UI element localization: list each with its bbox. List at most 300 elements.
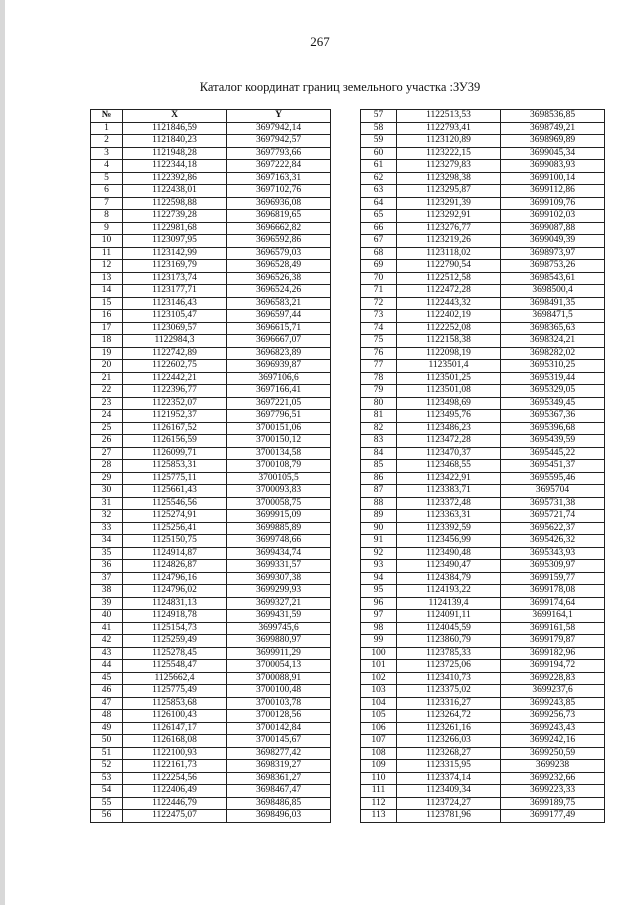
x-coordinate-cell: 1124796,02 bbox=[123, 585, 227, 598]
point-number-cell: 3 bbox=[91, 147, 123, 160]
y-coordinate-cell: 3695731,38 bbox=[501, 497, 605, 510]
point-number-cell: 52 bbox=[91, 760, 123, 773]
x-coordinate-cell: 1123146,43 bbox=[123, 297, 227, 310]
table-row bbox=[91, 485, 331, 498]
header-number: № bbox=[91, 110, 123, 123]
y-coordinate-cell: 3697102,76 bbox=[227, 185, 331, 198]
point-number-cell: 71 bbox=[361, 285, 397, 298]
y-coordinate-cell: 3699100,14 bbox=[501, 172, 605, 185]
table-row bbox=[361, 460, 605, 473]
x-coordinate-cell: 1123298,38 bbox=[397, 172, 501, 185]
x-coordinate-cell: 1123118,02 bbox=[397, 247, 501, 260]
y-coordinate-cell: 3696597,44 bbox=[227, 310, 331, 323]
x-coordinate-cell: 1123169,79 bbox=[123, 260, 227, 273]
y-coordinate-cell: 3696524,26 bbox=[227, 285, 331, 298]
x-coordinate-cell: 1122790,54 bbox=[397, 260, 501, 273]
point-number-cell: 68 bbox=[361, 247, 397, 260]
point-number-cell: 64 bbox=[361, 197, 397, 210]
x-coordinate-cell: 1123291,39 bbox=[397, 197, 501, 210]
y-coordinate-cell: 3695439,59 bbox=[501, 435, 605, 448]
x-coordinate-cell: 1122598,88 bbox=[123, 197, 227, 210]
point-number-cell: 80 bbox=[361, 397, 397, 410]
y-coordinate-cell: 3698471,5 bbox=[501, 310, 605, 323]
point-number-cell: 40 bbox=[91, 610, 123, 623]
y-coordinate-cell: 3700105,5 bbox=[227, 472, 331, 485]
point-number-cell: 8 bbox=[91, 210, 123, 223]
point-number-cell: 38 bbox=[91, 585, 123, 598]
x-coordinate-cell: 1122446,79 bbox=[123, 797, 227, 810]
point-number-cell: 36 bbox=[91, 560, 123, 573]
x-coordinate-cell: 1123375,02 bbox=[397, 685, 501, 698]
x-coordinate-cell: 1123105,47 bbox=[123, 310, 227, 323]
x-coordinate-cell: 1123468,55 bbox=[397, 460, 501, 473]
x-coordinate-cell: 1124384,79 bbox=[397, 572, 501, 585]
table-row bbox=[91, 635, 331, 648]
point-number-cell: 107 bbox=[361, 735, 397, 748]
table-row bbox=[361, 485, 605, 498]
x-coordinate-cell: 1123785,33 bbox=[397, 647, 501, 660]
x-coordinate-cell: 1122161,73 bbox=[123, 760, 227, 773]
x-coordinate-cell: 1122392,86 bbox=[123, 172, 227, 185]
x-coordinate-cell: 1122438,01 bbox=[123, 185, 227, 198]
table-row bbox=[91, 597, 331, 610]
y-coordinate-cell: 3698969,89 bbox=[501, 135, 605, 148]
point-number-cell: 29 bbox=[91, 472, 123, 485]
y-coordinate-cell: 3695319,44 bbox=[501, 372, 605, 385]
point-number-cell: 20 bbox=[91, 360, 123, 373]
y-coordinate-cell: 3700128,56 bbox=[227, 710, 331, 723]
point-number-cell: 105 bbox=[361, 710, 397, 723]
x-coordinate-cell: 1122252,08 bbox=[397, 322, 501, 335]
x-coordinate-cell: 1123409,34 bbox=[397, 785, 501, 798]
x-coordinate-cell: 1123724,27 bbox=[397, 797, 501, 810]
x-coordinate-cell: 1126167,52 bbox=[123, 422, 227, 435]
coordinates-table-right bbox=[360, 109, 605, 823]
point-number-cell: 78 bbox=[361, 372, 397, 385]
y-coordinate-cell: 3699177,49 bbox=[501, 810, 605, 823]
x-coordinate-cell: 1123860,79 bbox=[397, 635, 501, 648]
x-coordinate-cell: 1123173,74 bbox=[123, 272, 227, 285]
table-row bbox=[361, 160, 605, 173]
x-coordinate-cell: 1126156,59 bbox=[123, 435, 227, 448]
table-row bbox=[361, 522, 605, 535]
x-coordinate-cell: 1124796,16 bbox=[123, 572, 227, 585]
table-row bbox=[361, 672, 605, 685]
point-number-cell: 45 bbox=[91, 672, 123, 685]
point-number-cell: 54 bbox=[91, 785, 123, 798]
table-row bbox=[361, 747, 605, 760]
table-row bbox=[361, 147, 605, 160]
table-row bbox=[91, 735, 331, 748]
point-number-cell: 75 bbox=[361, 335, 397, 348]
table-row bbox=[91, 347, 331, 360]
point-number-cell: 73 bbox=[361, 310, 397, 323]
y-coordinate-cell: 3698543,61 bbox=[501, 272, 605, 285]
table-row bbox=[91, 472, 331, 485]
x-coordinate-cell: 1123495,76 bbox=[397, 410, 501, 423]
point-number-cell: 91 bbox=[361, 535, 397, 548]
point-number-cell: 22 bbox=[91, 385, 123, 398]
table-row bbox=[91, 610, 331, 623]
point-number-cell: 67 bbox=[361, 235, 397, 248]
x-coordinate-cell: 1122396,77 bbox=[123, 385, 227, 398]
x-coordinate-cell: 1121952,37 bbox=[123, 410, 227, 423]
y-coordinate-cell: 3696662,82 bbox=[227, 222, 331, 235]
table-row bbox=[361, 422, 605, 435]
point-number-cell: 24 bbox=[91, 410, 123, 423]
table-row bbox=[361, 697, 605, 710]
x-coordinate-cell: 1122512,58 bbox=[397, 272, 501, 285]
table-row bbox=[91, 510, 331, 523]
table-row bbox=[91, 660, 331, 673]
y-coordinate-cell: 3699885,89 bbox=[227, 522, 331, 535]
x-coordinate-cell: 1122344,18 bbox=[123, 160, 227, 173]
x-coordinate-cell: 1123490,47 bbox=[397, 560, 501, 573]
x-coordinate-cell: 1125274,91 bbox=[123, 510, 227, 523]
x-coordinate-cell: 1124914,87 bbox=[123, 547, 227, 560]
y-coordinate-cell: 3699243,85 bbox=[501, 697, 605, 710]
point-number-cell: 76 bbox=[361, 347, 397, 360]
table-row bbox=[361, 272, 605, 285]
table-row bbox=[91, 297, 331, 310]
x-coordinate-cell: 1121846,59 bbox=[123, 122, 227, 135]
point-number-cell: 15 bbox=[91, 297, 123, 310]
y-coordinate-cell: 3695451,37 bbox=[501, 460, 605, 473]
x-coordinate-cell: 1125154,73 bbox=[123, 622, 227, 635]
table-row bbox=[91, 560, 331, 573]
point-number-cell: 108 bbox=[361, 747, 397, 760]
table-row bbox=[361, 585, 605, 598]
table-row bbox=[361, 597, 605, 610]
table-row bbox=[91, 797, 331, 810]
table-row bbox=[361, 797, 605, 810]
x-coordinate-cell: 1123456,99 bbox=[397, 535, 501, 548]
table-row bbox=[91, 647, 331, 660]
point-number-cell: 55 bbox=[91, 797, 123, 810]
point-number-cell: 101 bbox=[361, 660, 397, 673]
table-row bbox=[361, 397, 605, 410]
point-number-cell: 32 bbox=[91, 510, 123, 523]
y-coordinate-cell: 3697221,05 bbox=[227, 397, 331, 410]
page-number: 267 bbox=[310, 34, 330, 49]
point-number-cell: 31 bbox=[91, 497, 123, 510]
table-row bbox=[91, 247, 331, 260]
table-row bbox=[361, 635, 605, 648]
table-body-left bbox=[91, 122, 331, 822]
point-number-cell: 90 bbox=[361, 522, 397, 535]
x-coordinate-cell: 1123264,72 bbox=[397, 710, 501, 723]
y-coordinate-cell: 3699087,88 bbox=[501, 222, 605, 235]
table-row bbox=[91, 410, 331, 423]
y-coordinate-cell: 3700103,78 bbox=[227, 697, 331, 710]
y-coordinate-cell: 3699331,57 bbox=[227, 560, 331, 573]
y-coordinate-cell: 3695329,05 bbox=[501, 385, 605, 398]
y-coordinate-cell: 3697106,6 bbox=[227, 372, 331, 385]
table-row bbox=[361, 472, 605, 485]
table-row bbox=[91, 260, 331, 273]
point-number-cell: 44 bbox=[91, 660, 123, 673]
x-coordinate-cell: 1125661,43 bbox=[123, 485, 227, 498]
y-coordinate-cell: 3698467,47 bbox=[227, 785, 331, 798]
point-number-cell: 111 bbox=[361, 785, 397, 798]
y-coordinate-cell: 3699434,74 bbox=[227, 547, 331, 560]
point-number-cell: 95 bbox=[361, 585, 397, 598]
x-coordinate-cell: 1123383,71 bbox=[397, 485, 501, 498]
y-coordinate-cell: 3698277,42 bbox=[227, 747, 331, 760]
point-number-cell: 104 bbox=[361, 697, 397, 710]
table-row bbox=[361, 722, 605, 735]
y-coordinate-cell: 3699049,39 bbox=[501, 235, 605, 248]
point-number-cell: 43 bbox=[91, 647, 123, 660]
y-coordinate-cell: 3699189,75 bbox=[501, 797, 605, 810]
table-row bbox=[91, 685, 331, 698]
point-number-cell: 5 bbox=[91, 172, 123, 185]
point-number-cell: 1 bbox=[91, 122, 123, 135]
y-coordinate-cell: 3696526,38 bbox=[227, 272, 331, 285]
table-row bbox=[361, 210, 605, 223]
x-coordinate-cell: 1122100,93 bbox=[123, 747, 227, 760]
y-coordinate-cell: 3697166,41 bbox=[227, 385, 331, 398]
x-coordinate-cell: 1123219,26 bbox=[397, 235, 501, 248]
table-row bbox=[91, 497, 331, 510]
y-coordinate-cell: 3698361,27 bbox=[227, 772, 331, 785]
table-row bbox=[91, 722, 331, 735]
y-coordinate-cell: 3697942,57 bbox=[227, 135, 331, 148]
x-coordinate-cell: 1125853,68 bbox=[123, 697, 227, 710]
table-row bbox=[361, 372, 605, 385]
point-number-cell: 83 bbox=[361, 435, 397, 448]
point-number-cell: 53 bbox=[91, 772, 123, 785]
y-coordinate-cell: 3698500,4 bbox=[501, 285, 605, 298]
x-coordinate-cell: 1123781,96 bbox=[397, 810, 501, 823]
y-coordinate-cell: 3699748,66 bbox=[227, 535, 331, 548]
table-row bbox=[361, 772, 605, 785]
table-row bbox=[91, 760, 331, 773]
table-row bbox=[361, 360, 605, 373]
point-number-cell: 37 bbox=[91, 572, 123, 585]
x-coordinate-cell: 1123486,23 bbox=[397, 422, 501, 435]
x-coordinate-cell: 1123279,83 bbox=[397, 160, 501, 173]
point-number-cell: 113 bbox=[361, 810, 397, 823]
x-coordinate-cell: 1123498,69 bbox=[397, 397, 501, 410]
point-number-cell: 79 bbox=[361, 385, 397, 398]
point-number-cell: 47 bbox=[91, 697, 123, 710]
x-coordinate-cell: 1123295,87 bbox=[397, 185, 501, 198]
y-coordinate-cell: 3697793,66 bbox=[227, 147, 331, 160]
x-coordinate-cell: 1124826,87 bbox=[123, 560, 227, 573]
y-coordinate-cell: 3699242,16 bbox=[501, 735, 605, 748]
table-row bbox=[361, 410, 605, 423]
table-row bbox=[91, 372, 331, 385]
table-row bbox=[361, 547, 605, 560]
table-row bbox=[91, 747, 331, 760]
table-row bbox=[91, 435, 331, 448]
x-coordinate-cell: 1123315,95 bbox=[397, 760, 501, 773]
table-row bbox=[91, 522, 331, 535]
y-coordinate-cell: 3696939,87 bbox=[227, 360, 331, 373]
x-coordinate-cell: 1124045,59 bbox=[397, 622, 501, 635]
point-number-cell: 56 bbox=[91, 810, 123, 823]
x-coordinate-cell: 1123422,91 bbox=[397, 472, 501, 485]
x-coordinate-cell: 1122443,32 bbox=[397, 297, 501, 310]
y-coordinate-cell: 3700058,75 bbox=[227, 497, 331, 510]
y-coordinate-cell: 3697222,84 bbox=[227, 160, 331, 173]
y-coordinate-cell: 3699431,59 bbox=[227, 610, 331, 623]
y-coordinate-cell: 3699232,66 bbox=[501, 772, 605, 785]
table-row bbox=[361, 535, 605, 548]
x-coordinate-cell: 1123261,16 bbox=[397, 722, 501, 735]
x-coordinate-cell: 1123392,59 bbox=[397, 522, 501, 535]
point-number-cell: 13 bbox=[91, 272, 123, 285]
y-coordinate-cell: 3698319,27 bbox=[227, 760, 331, 773]
point-number-cell: 109 bbox=[361, 760, 397, 773]
table-row bbox=[91, 697, 331, 710]
y-coordinate-cell: 3700100,48 bbox=[227, 685, 331, 698]
table-row bbox=[91, 272, 331, 285]
x-coordinate-cell: 1125662,4 bbox=[123, 672, 227, 685]
point-number-cell: 84 bbox=[361, 447, 397, 460]
point-number-cell: 63 bbox=[361, 185, 397, 198]
point-number-cell: 87 bbox=[361, 485, 397, 498]
x-coordinate-cell: 1123374,14 bbox=[397, 772, 501, 785]
x-coordinate-cell: 1124918,78 bbox=[123, 610, 227, 623]
x-coordinate-cell: 1123501,4 bbox=[397, 360, 501, 373]
point-number-cell: 14 bbox=[91, 285, 123, 298]
y-coordinate-cell: 3700088,91 bbox=[227, 672, 331, 685]
point-number-cell: 4 bbox=[91, 160, 123, 173]
x-coordinate-cell: 1125853,31 bbox=[123, 460, 227, 473]
table-row bbox=[361, 185, 605, 198]
x-coordinate-cell: 1125546,56 bbox=[123, 497, 227, 510]
table-row bbox=[361, 735, 605, 748]
table-row bbox=[361, 497, 605, 510]
table-row bbox=[361, 235, 605, 248]
table-row bbox=[91, 810, 331, 823]
y-coordinate-cell: 3695310,25 bbox=[501, 360, 605, 373]
x-coordinate-cell: 1123266,03 bbox=[397, 735, 501, 748]
x-coordinate-cell: 1123142,99 bbox=[123, 247, 227, 260]
x-coordinate-cell: 1122793,41 bbox=[397, 122, 501, 135]
y-coordinate-cell: 3699911,29 bbox=[227, 647, 331, 660]
table-row bbox=[91, 585, 331, 598]
point-number-cell: 65 bbox=[361, 210, 397, 223]
table-row bbox=[91, 185, 331, 198]
x-coordinate-cell: 1122442,21 bbox=[123, 372, 227, 385]
x-coordinate-cell: 1122352,07 bbox=[123, 397, 227, 410]
point-number-cell: 94 bbox=[361, 572, 397, 585]
table-row bbox=[361, 622, 605, 635]
table-row bbox=[361, 260, 605, 273]
x-coordinate-cell: 1122402,19 bbox=[397, 310, 501, 323]
table-row bbox=[361, 647, 605, 660]
point-number-cell: 18 bbox=[91, 335, 123, 348]
y-coordinate-cell: 3698753,26 bbox=[501, 260, 605, 273]
x-coordinate-cell: 1122984,3 bbox=[123, 335, 227, 348]
x-coordinate-cell: 1123372,48 bbox=[397, 497, 501, 510]
y-coordinate-cell: 3699102,03 bbox=[501, 210, 605, 223]
table-row bbox=[91, 235, 331, 248]
point-number-cell: 61 bbox=[361, 160, 397, 173]
point-number-cell: 25 bbox=[91, 422, 123, 435]
point-number-cell: 28 bbox=[91, 460, 123, 473]
point-number-cell: 89 bbox=[361, 510, 397, 523]
point-number-cell: 21 bbox=[91, 372, 123, 385]
table-row bbox=[91, 710, 331, 723]
table-row bbox=[91, 360, 331, 373]
y-coordinate-cell: 3695622,37 bbox=[501, 522, 605, 535]
x-coordinate-cell: 1125256,41 bbox=[123, 522, 227, 535]
table-row bbox=[361, 172, 605, 185]
table-row bbox=[91, 210, 331, 223]
table-row bbox=[91, 547, 331, 560]
point-number-cell: 92 bbox=[361, 547, 397, 560]
point-number-cell: 86 bbox=[361, 472, 397, 485]
table-row bbox=[91, 422, 331, 435]
table-header-row bbox=[91, 110, 331, 123]
x-coordinate-cell: 1123069,57 bbox=[123, 322, 227, 335]
y-coordinate-cell: 3699228,83 bbox=[501, 672, 605, 685]
y-coordinate-cell: 3699174,64 bbox=[501, 597, 605, 610]
y-coordinate-cell: 3699194,72 bbox=[501, 660, 605, 673]
x-coordinate-cell: 1123472,28 bbox=[397, 435, 501, 448]
y-coordinate-cell: 3699307,38 bbox=[227, 572, 331, 585]
y-coordinate-cell: 3698486,85 bbox=[227, 797, 331, 810]
point-number-cell: 2 bbox=[91, 135, 123, 148]
table-row bbox=[91, 310, 331, 323]
point-number-cell: 74 bbox=[361, 322, 397, 335]
x-coordinate-cell: 1123501,25 bbox=[397, 372, 501, 385]
point-number-cell: 16 bbox=[91, 310, 123, 323]
table-row bbox=[91, 285, 331, 298]
x-coordinate-cell: 1123490,48 bbox=[397, 547, 501, 560]
table-row bbox=[91, 147, 331, 160]
y-coordinate-cell: 3700108,79 bbox=[227, 460, 331, 473]
x-coordinate-cell: 1123316,27 bbox=[397, 697, 501, 710]
point-number-cell: 60 bbox=[361, 147, 397, 160]
table-row bbox=[91, 622, 331, 635]
point-number-cell: 27 bbox=[91, 447, 123, 460]
y-coordinate-cell: 3696819,65 bbox=[227, 210, 331, 223]
point-number-cell: 102 bbox=[361, 672, 397, 685]
y-coordinate-cell: 3698491,35 bbox=[501, 297, 605, 310]
x-coordinate-cell: 1124091,11 bbox=[397, 610, 501, 623]
point-number-cell: 77 bbox=[361, 360, 397, 373]
table-row bbox=[91, 535, 331, 548]
point-number-cell: 100 bbox=[361, 647, 397, 660]
x-coordinate-cell: 1123410,73 bbox=[397, 672, 501, 685]
y-coordinate-cell: 3695426,32 bbox=[501, 535, 605, 548]
point-number-cell: 93 bbox=[361, 560, 397, 573]
y-coordinate-cell: 3698365,63 bbox=[501, 322, 605, 335]
table-row bbox=[361, 435, 605, 448]
y-coordinate-cell: 3699045,34 bbox=[501, 147, 605, 160]
y-coordinate-cell: 3699164,1 bbox=[501, 610, 605, 623]
table-row bbox=[91, 385, 331, 398]
y-coordinate-cell: 3699223,33 bbox=[501, 785, 605, 798]
table-row bbox=[361, 660, 605, 673]
table-row bbox=[91, 160, 331, 173]
y-coordinate-cell: 3697942,14 bbox=[227, 122, 331, 135]
x-coordinate-cell: 1122602,75 bbox=[123, 360, 227, 373]
y-coordinate-cell: 3698973,97 bbox=[501, 247, 605, 260]
table-row bbox=[361, 335, 605, 348]
point-number-cell: 88 bbox=[361, 497, 397, 510]
point-number-cell: 11 bbox=[91, 247, 123, 260]
table-row bbox=[361, 685, 605, 698]
y-coordinate-cell: 3699745,6 bbox=[227, 622, 331, 635]
y-coordinate-cell: 3700142,84 bbox=[227, 722, 331, 735]
x-coordinate-cell: 1123222,15 bbox=[397, 147, 501, 160]
